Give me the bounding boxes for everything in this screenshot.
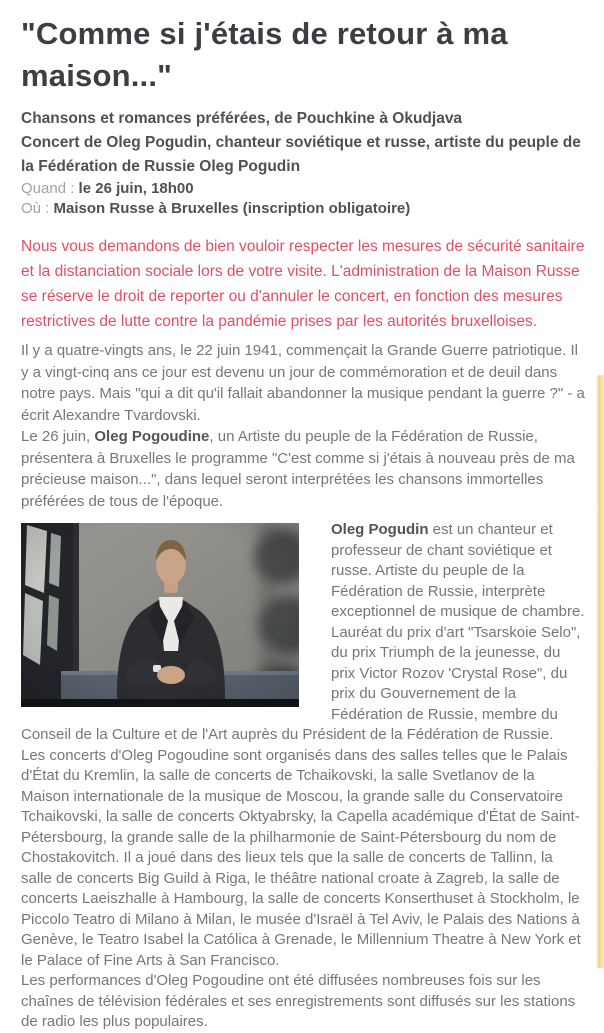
where-value: Maison Russe à Bruxelles (inscription obligatoire) <box>53 200 411 217</box>
announce-rest: , un Artiste du peuple de la Fédération de Russie, présentera à Bruxelles le programme "C'est comme si j'étais à nouveau près de ma précieuse maison...", dans lequel seront interprétées les chansons immortelles préférées de tous de l'époque. <box>21 428 575 510</box>
history-text: Il y a quatre-vingts ans, le 22 juin 1941, commençait la Grande Guerre patriotique. Il y a vingt-cinq ans ce jour est devenu un jour de commémoration et de deuil dans notre pays. Mais "qui a dit qu'il fallait abandonner la musique pendant la guerre ?" - a écrit Alexandre Tvardovski. <box>21 342 585 424</box>
portrait-illustration <box>21 523 299 707</box>
when-label: Quand : <box>21 180 75 197</box>
event-subtitle-line1: Chansons et romances préférées, de Pouchkine à Okudjava <box>21 110 463 127</box>
announce-prefix: Le 26 juin, <box>21 428 95 445</box>
covid-notice: Nous vous demandons de bien vouloir respecter les mesures de sécurité sanitaire et la distanciation sociale lors de votre visite. L'administration de la Maison Russe se réserve le droit de reporter ou d'annuler le concert, en fonction des mesures restrictives de lutte contre la pandémie prises par les autorités bruxelloises. <box>21 238 585 330</box>
event-intro <box>21 107 585 219</box>
oleg-pogudin-photo <box>21 523 299 707</box>
history-paragraph <box>21 340 585 512</box>
bio-concerts-paragraph: Les concerts d'Oleg Pogoudine sont organisés dans des salles telles que le Palais d'État du Kremlin, la salle de concerts de Tchaikovski, la salle Svetlanov de la Maison internationale de la musique de Moscou, la grande salle du Conservatoire Tchaikovski, la salle de concerts Oktyabrsky, la Capella académique d'État de Saint-Pétersbourg, la grande salle de la philharmonie de Saint-Pétersbourg du nom de Chostakovitch. Il a joué dans des lieux tels que la salle de concerts de Tallinn, la salle de concerts Big Guild à Riga, le théâtre national croate à Zagreb, la salle de concerts Laeiszhalle à Hambourg, la salle de concerts Konserthuset à Stockholm, le Piccolo Teatro di Milano à Milan, le musée d'Israël à Tel Aviv, le Palais des Nations à Genève, le Teatro Isabel la Católica à Grenade, le Millennium Theatre à New York et le Palace of Fine Arts à San Francisco. <box>21 746 581 969</box>
bio-about-text: est un chanteur et professeur de chant soviétique et russe. Artiste du peuple de la Fédération de Russie, interprète exceptionnel de musique de chambre. Lauréat du prix d'art "Tsarskoie Selo", du prix Triumph de la jeunesse, du prix Victor Rozov 'Crystal Rose", du prix du Gouvernement de la Fédération de Russie, membre du Conseil de la Culture et de l'Art auprès du Président de la Fédération de Russie. <box>21 521 585 743</box>
bio-broadcast-paragraph: Les performances d'Oleg Pogoudine ont été diffusées nombreuses fois sur les chaînes de télévision fédérales et ses enregistrements sont diffusés sur les stations de radio les plus populaires. <box>21 972 576 1030</box>
event-when <box>21 179 585 199</box>
when-value: le 26 juin, 18h00 <box>78 180 194 197</box>
edge-scroll-tab[interactable] <box>596 375 604 968</box>
event-subtitle-line2: Concert de Oleg Pogudin, chanteur soviétique et russe, artiste du peuple de la Fédération de Russie Oleg Pogudin <box>21 134 581 175</box>
announce-artist-name: Oleg Pogoudine <box>94 428 210 445</box>
bio-artist-name: Oleg Pogudin <box>331 521 429 538</box>
page-title: "Comme si j'étais de retour à ma maison..." <box>21 16 508 93</box>
bio-section <box>21 520 585 1033</box>
event-where <box>21 199 585 219</box>
where-label: Où : <box>21 200 50 217</box>
